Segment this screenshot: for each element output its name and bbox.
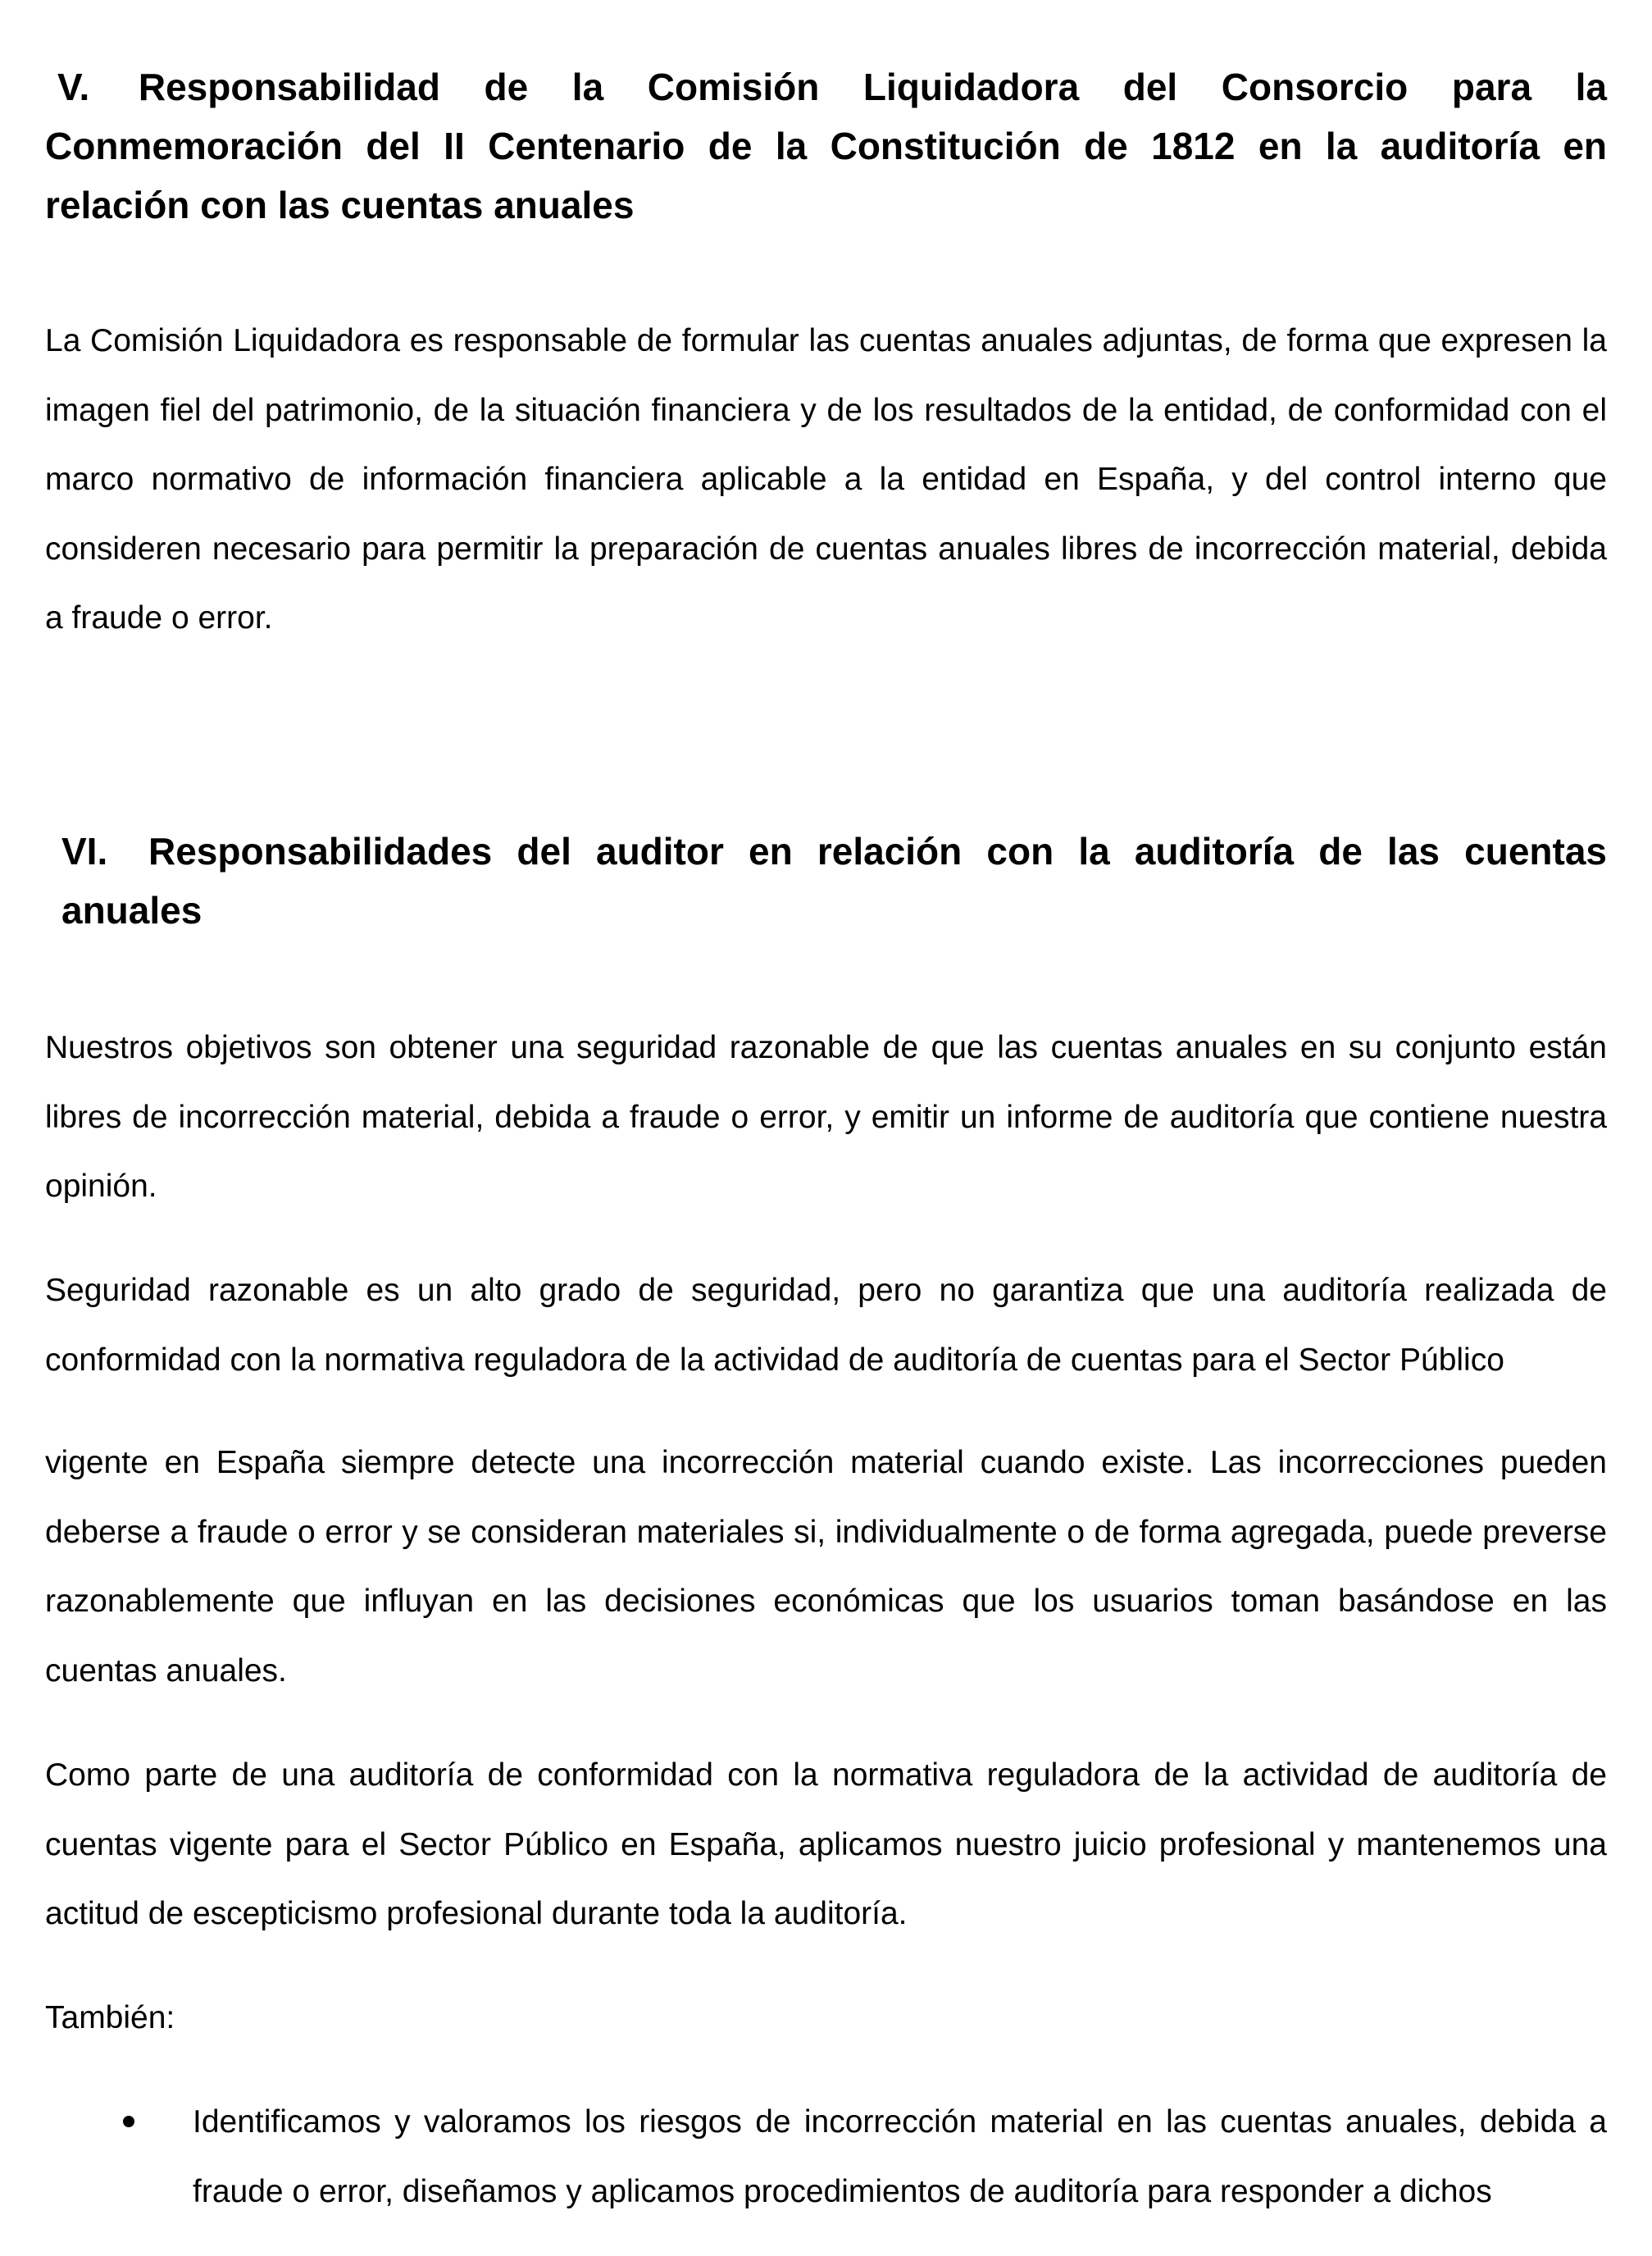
section-vi-paragraph: También: bbox=[45, 2000, 175, 2035]
section-vi-paragraph: vigente en España siempre detecte una incorrección material cuando existe. Las incorrecciones pueden deberse a fraude o error y se consideran materiales si, individualmente o de forma agregada, puede preverse razonablemente que influyan en las decisiones económicas que los usuarios toman basándose en las cuentas anuales. bbox=[45, 1445, 1607, 1689]
section-v-paragraph: La Comisión Liquidadora es responsable de formular las cuentas anuales adjuntas, de forma que expresen la imagen fiel del patrimonio, de la situación financiera y de los resultados de la entidad, de conformidad con el marco normativo de información financiera aplicable a la entidad en España, y del control interno que consideren necesario para permitir la preparación de cuentas anuales libres de incorrección material, debida a fraude o error. bbox=[45, 323, 1607, 636]
section-v-heading bbox=[45, 57, 1607, 235]
section-vi-paragraph: Seguridad razonable es un alto grado de seguridad, pero no garantiza que una auditoría realizada de conformidad con la normativa reguladora de la actividad de auditoría de cuentas para el Sector Público bbox=[45, 1273, 1607, 1378]
section-vi-paragraph: Nuestros objetivos son obtener una seguridad razonable de que las cuentas anuales en su conjunto están libres de incorrección material, debida a fraude o error, y emitir un informe de auditoría que contiene nuestra opinión. bbox=[45, 1030, 1607, 1204]
section-v-title: Responsabilidad de la Comisión Liquidadora del Consorcio para la Conmemoración del II Centenario de la Constitución de 1812 en la auditoría en relación con las cuentas anuales bbox=[45, 66, 1608, 226]
section-vi-heading bbox=[61, 822, 1607, 940]
section-vi-title: Responsabilidades del auditor en relación con la auditoría de las cuentas anuales bbox=[61, 830, 1607, 932]
section-vi-number: VI. bbox=[61, 830, 108, 873]
bullet-text: Identificamos y valoramos los riesgos de incorrección material en las cuentas anuales, debida a fraude o error, diseñamos y aplicamos procedimientos de auditoría para responder a dichos bbox=[193, 2104, 1607, 2209]
section-vi-paragraph: Como parte de una auditoría de conformidad con la normativa reguladora de la actividad de auditoría de cuentas vigente para el Sector Público en España, aplicamos nuestro juicio profesional y mantenemos una actitud de escepticismo profesional durante toda la auditoría. bbox=[45, 1757, 1607, 1931]
section-v-number: V. bbox=[57, 66, 90, 108]
bullet-icon bbox=[123, 2116, 134, 2127]
